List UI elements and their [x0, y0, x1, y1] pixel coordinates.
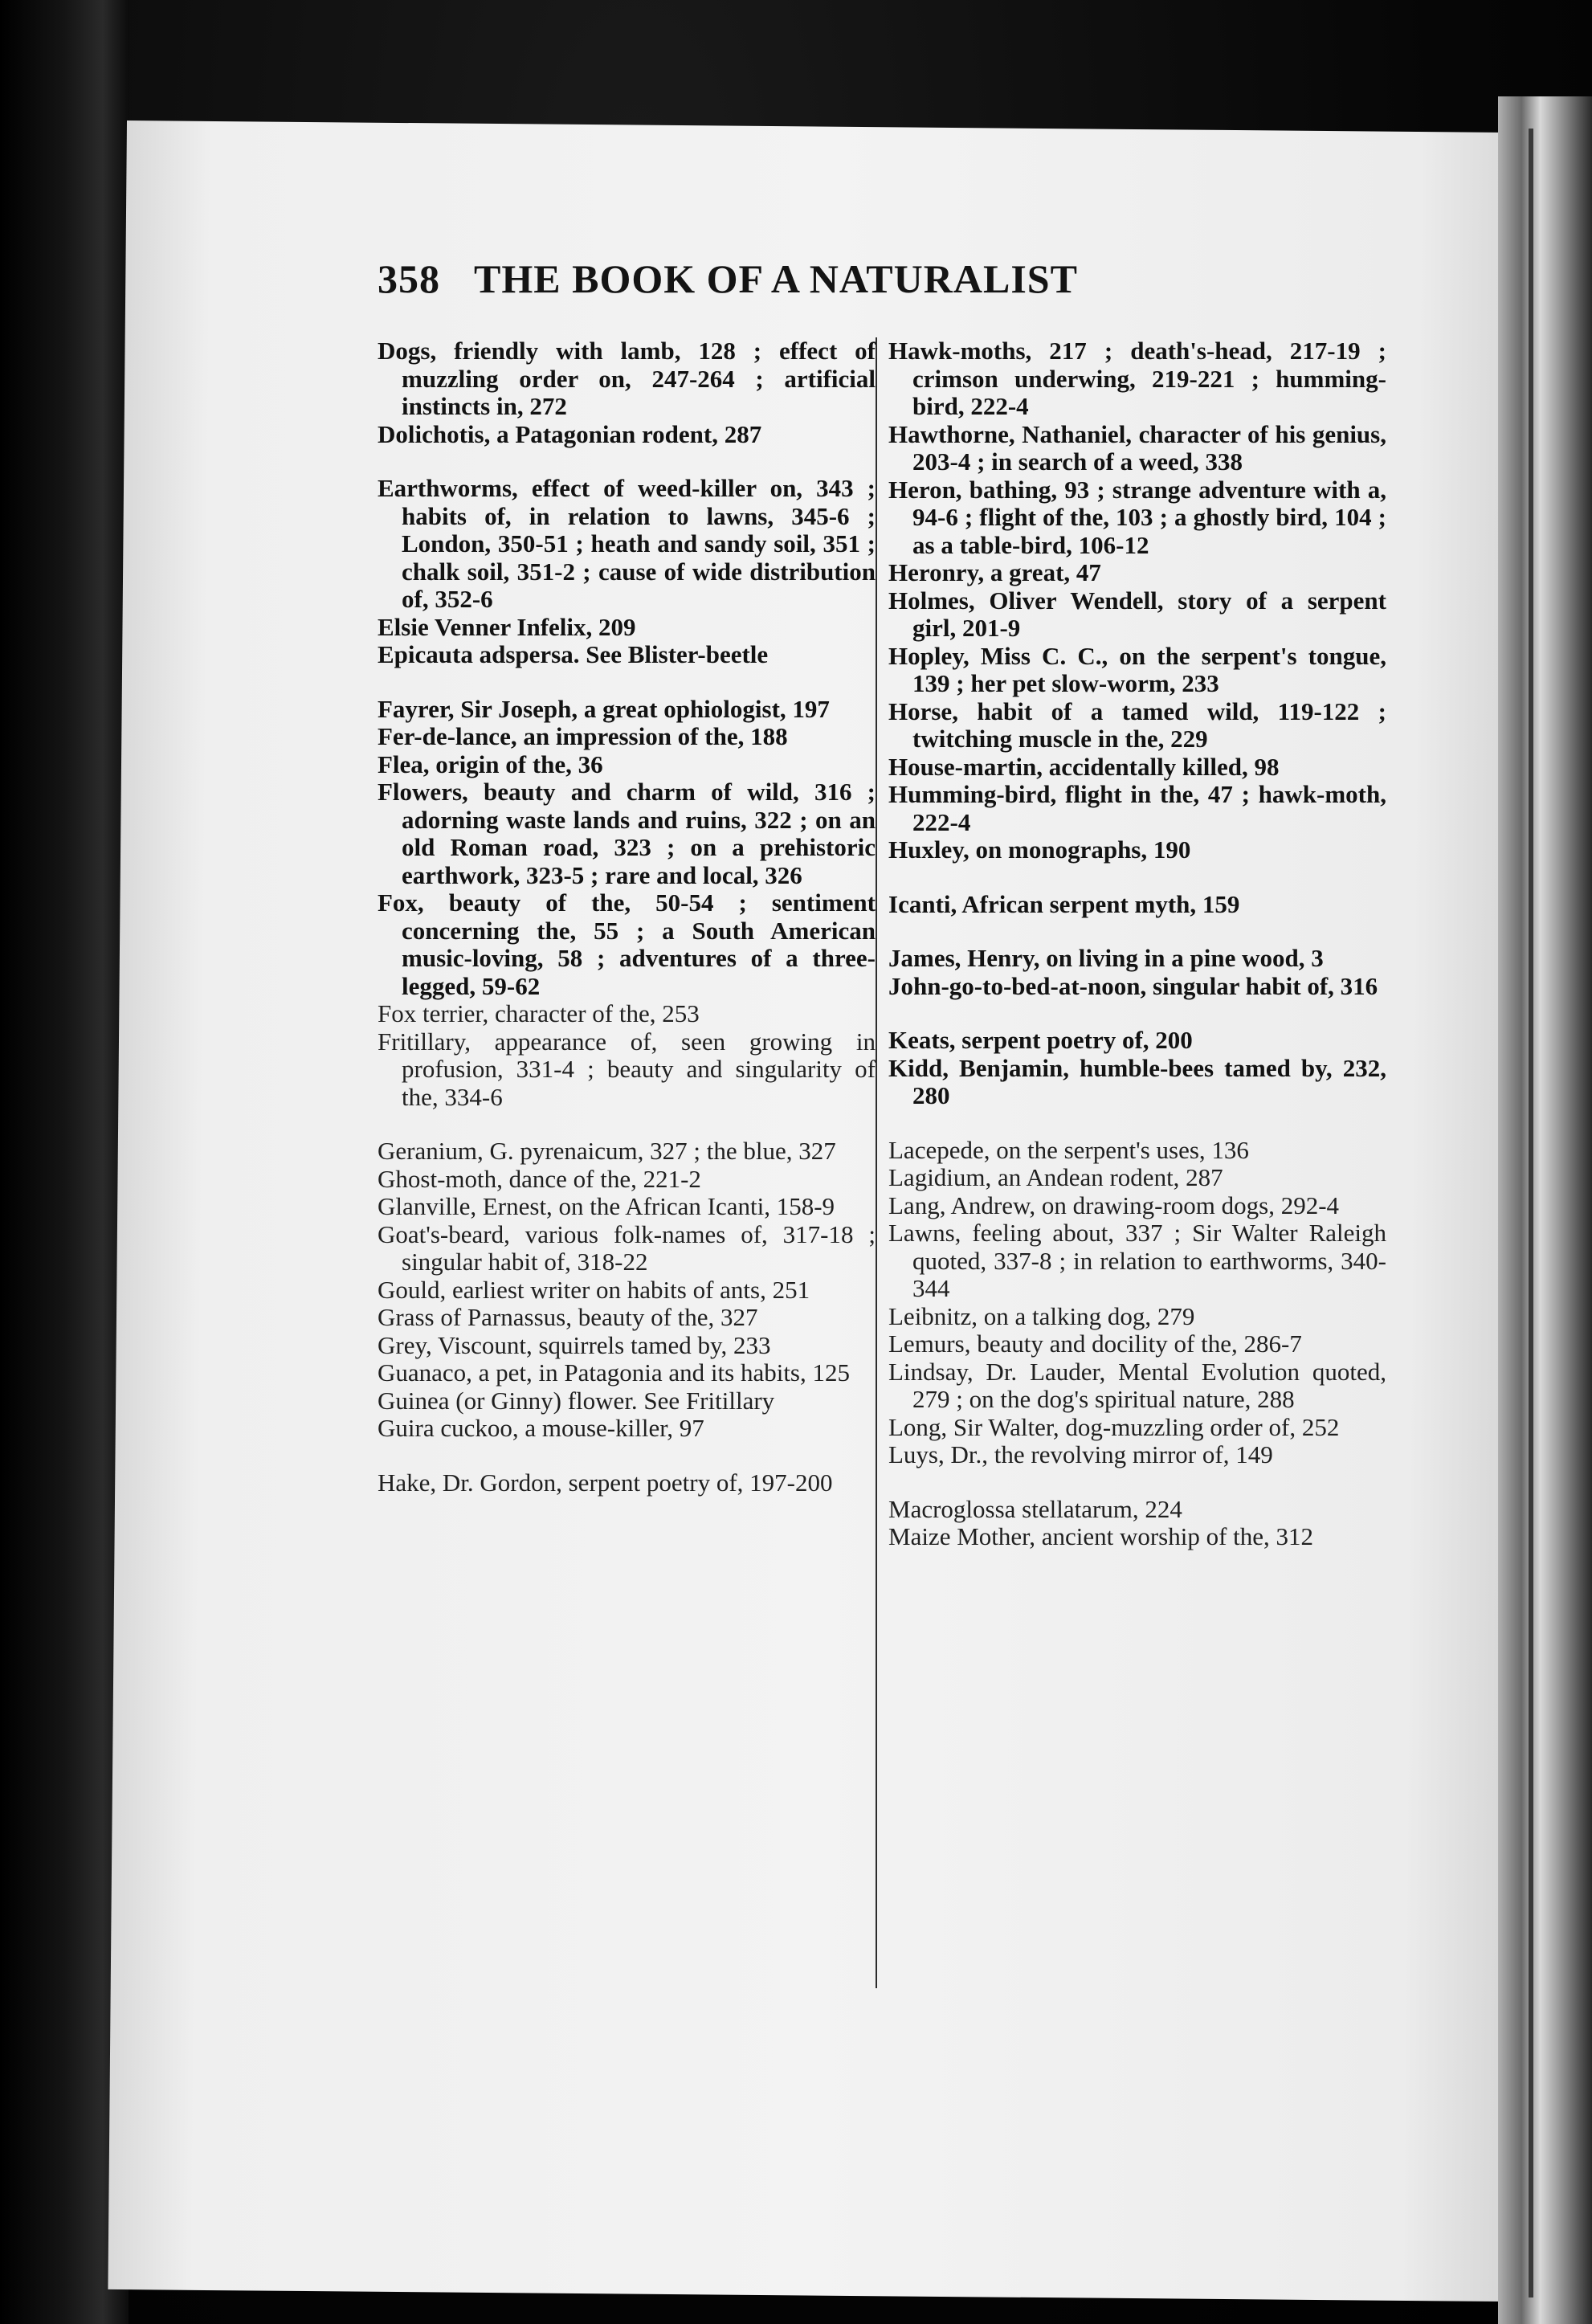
index-entry: Geranium, G. pyrenaicum, 327 ; the blue, 327	[378, 1137, 836, 1165]
index-entry: Dolichotis, a Patagonian rodent, 287	[378, 419, 762, 448]
index-entry: Grass of Parnassus, beauty of the, 327	[378, 1303, 758, 1331]
index-entry: Huxley, on monographs, 190	[888, 835, 1191, 864]
index-entry: Grey, Viscount, squirrels tamed by, 233	[378, 1330, 771, 1359]
index-entry: Lagidium, an Andean rodent, 287	[888, 1163, 1223, 1191]
index-entry: Horse, habit of a tamed wild, 119-122 ; twitching muscle in the, 229	[888, 696, 1386, 753]
index-entry: Guira cuckoo, a mouse-killer, 97	[378, 1414, 704, 1442]
index-entry: Dogs, friendly with lamb, 128 ; effect of muzzling order on, 247-264 ; artificial instincts in, 272	[378, 337, 876, 420]
book-left-edge	[0, 0, 129, 2324]
index-entry: Humming-bird, flight in the, 47 ; hawk-moth, 222-4	[888, 780, 1386, 836]
index-entry: Kidd, Benjamin, humble-bees tamed by, 232, 280	[888, 1053, 1386, 1109]
index-entry: Flowers, beauty and charm of wild, 316 ; adorning waste lands and ruins, 322 ; on an old Roman road, 323 ; on a prehistoric earthwork, 323-5 ; rare and local, 326	[378, 778, 876, 889]
index-entry: Fritillary, appearance of, seen growing in profusion, 331-4 ; beauty and singularity of the, 334-6	[378, 1027, 876, 1111]
index-column-left	[378, 337, 876, 1497]
index-entry: Macroglossa stellatarum, 224	[888, 1494, 1182, 1523]
index-entry: Lacepede, on the serpent's uses, 136	[888, 1135, 1249, 1164]
index-entry: Fer-de-lance, an impression of the, 188	[378, 722, 788, 750]
column-divider	[876, 337, 877, 1988]
index-entry: Hawthorne, Nathaniel, character of his genius, 203-4 ; in search of a weed, 338	[888, 419, 1386, 476]
index-entry: Lindsay, Dr. Lauder, Mental Evolution quoted, 279 ; on the dog's spiritual nature, 288	[888, 1357, 1386, 1413]
index-entry: Keats, serpent poetry of, 200	[888, 1026, 1193, 1054]
index-entry: Fox terrier, character of the, 253	[378, 999, 700, 1027]
index-entry: Hake, Dr. Gordon, serpent poetry of, 197-200	[378, 1468, 833, 1497]
index-entry: Long, Sir Walter, dog-muzzling order of, 252	[888, 1412, 1340, 1441]
book-binding-edge	[1498, 96, 1592, 2324]
index-entry: Earthworms, effect of weed-killer on, 343 ; habits of, in relation to lawns, 345-6 ; London, 350-51 ; heath and sandy soil, 351 ; chalk soil, 351-2 ; cause of wide distribution of, 352-6	[378, 474, 876, 613]
index-entry: Fayrer, Sir Joseph, a great ophiologist, 197	[378, 694, 830, 723]
index-entry: Hopley, Miss C. C., on the serpent's tongue, 139 ; her pet slow-worm, 233	[888, 641, 1386, 697]
index-entry: Epicauta adspersa. See Blister-beetle	[378, 640, 769, 668]
index-entry: Ghost-moth, dance of the, 221-2	[378, 1164, 701, 1193]
index-entry: Lemurs, beauty and docility of the, 286-7	[888, 1329, 1302, 1358]
index-entry: Guinea (or Ginny) flower. See Fritillary	[378, 1386, 775, 1415]
index-entry: Goat's-beard, various folk-names of, 317-18 ; singular habit of, 318-22	[378, 1219, 876, 1276]
running-title: THE BOOK OF A NATURALIST	[474, 256, 1078, 301]
index-column-right	[888, 337, 1386, 1551]
index-entry: James, Henry, on living in a pine wood, 3	[888, 944, 1324, 972]
index-entry: Holmes, Oliver Wendell, story of a serpent girl, 201-9	[888, 586, 1386, 642]
index-entry: Heron, bathing, 93 ; strange adventure with a, 94-6 ; flight of the, 103 ; a ghostly bird, 104 ; as a table-bird, 106-12	[888, 475, 1386, 559]
page-header	[378, 255, 1301, 312]
index-entry: Heronry, a great, 47	[888, 558, 1101, 586]
index-entry: Hawk-moths, 217 ; death's-head, 217-19 ; crimson underwing, 219-221 ; humming-bird, 222-4	[888, 337, 1386, 420]
index-entry: Gould, earliest writer on habits of ants, 251	[378, 1275, 810, 1304]
index-entry: Maize Mother, ancient worship of the, 312	[888, 1522, 1314, 1550]
index-entry: Lang, Andrew, on drawing-room dogs, 292-4	[888, 1191, 1340, 1219]
index-entry: John-go-to-bed-at-noon, singular habit of, 316	[888, 971, 1378, 1000]
index-entry: Flea, origin of the, 36	[378, 749, 603, 778]
index-entry: Fox, beauty of the, 50-54 ; sentiment concerning the, 55 ; a South American music-loving, 58 ; adventures of a three-legged, 59-62	[378, 888, 876, 1000]
index-entry: Icanti, African serpent myth, 159	[888, 889, 1240, 918]
index-entry: Leibnitz, on a talking dog, 279	[888, 1301, 1195, 1330]
index-entry: Lawns, feeling about, 337 ; Sir Walter Raleigh quoted, 337-8 ; in relation to earthworms, 340-344	[888, 1219, 1386, 1302]
index-entry: Luys, Dr., the revolving mirror of, 149	[888, 1440, 1273, 1468]
index-entry: House-martin, accidentally killed, 98	[888, 752, 1280, 781]
index-entry: Guanaco, a pet, in Patagonia and its habits, 125	[378, 1358, 851, 1387]
page-number: 358	[378, 256, 440, 301]
index-entry: Glanville, Ernest, on the African Icanti, 158-9	[378, 1192, 835, 1220]
index-entry: Elsie Venner Infelix, 209	[378, 612, 636, 641]
